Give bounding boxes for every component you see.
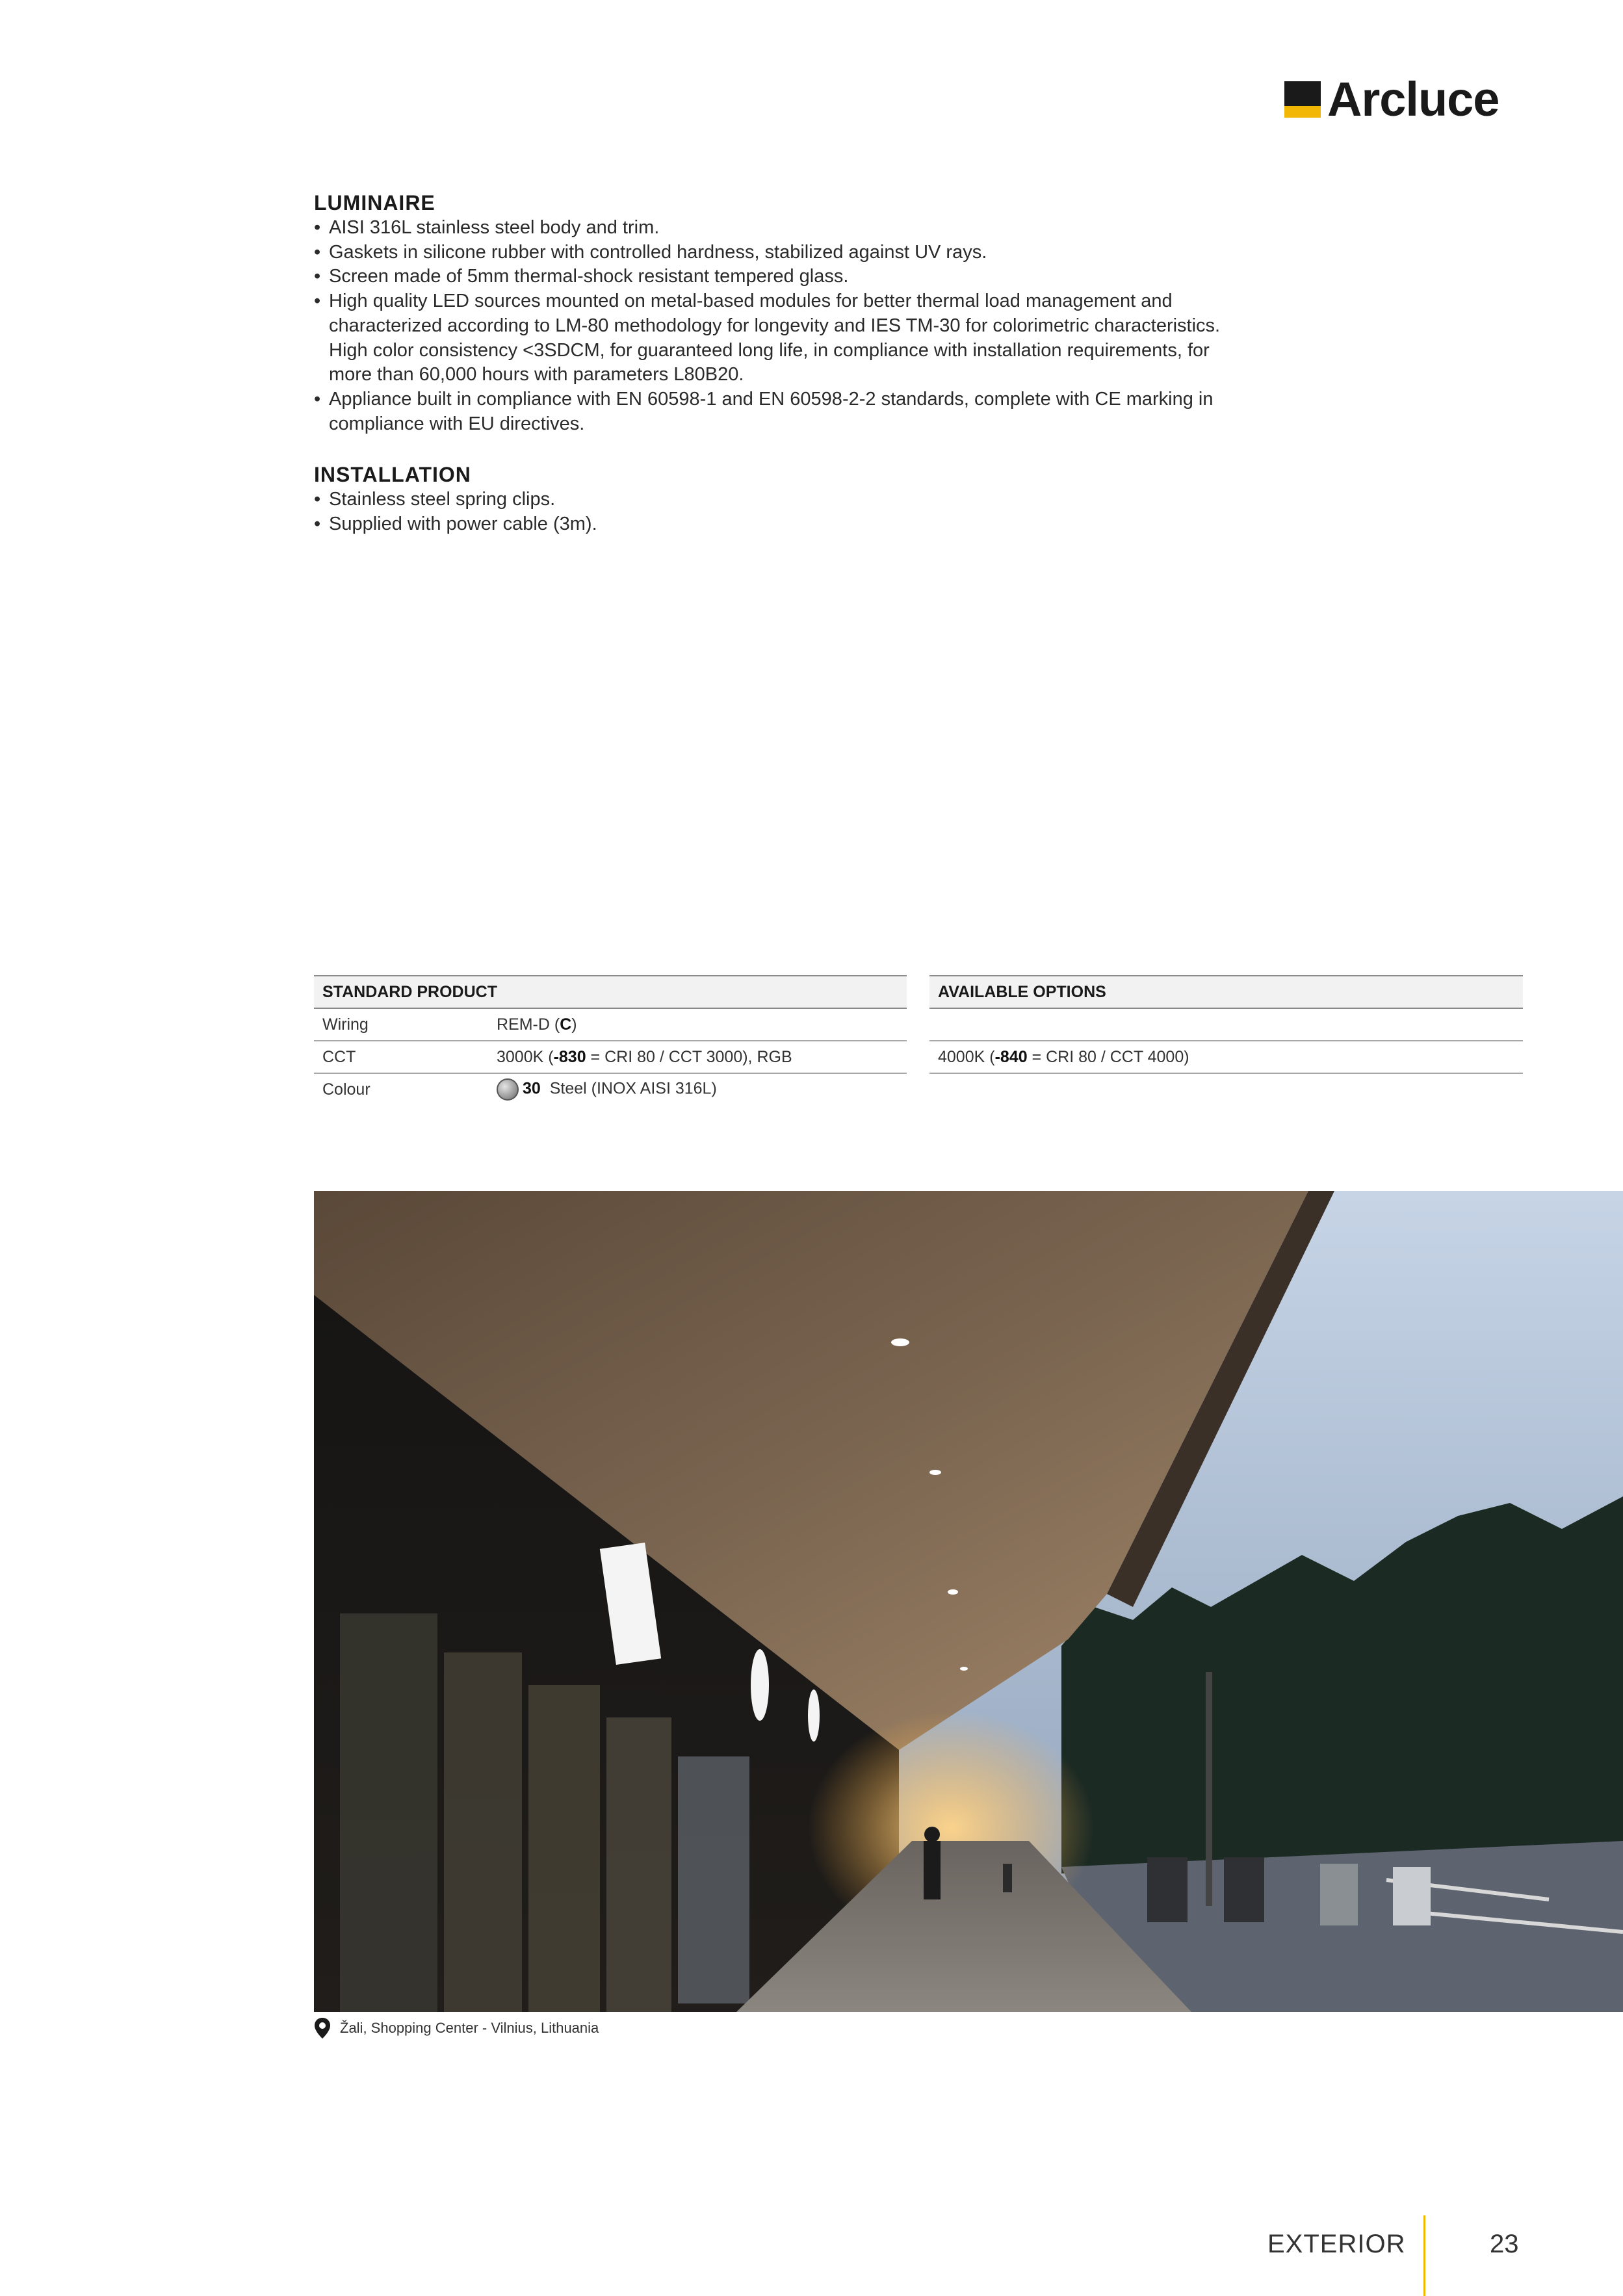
brand-mark-icon [1284, 81, 1321, 118]
table-row [314, 1041, 907, 1073]
available-options-table [929, 975, 1523, 1074]
wiring-label: Wiring [314, 1008, 488, 1041]
photo-caption [314, 2017, 599, 2039]
footer-divider [1423, 2215, 1425, 2296]
standard-product-table [314, 975, 907, 1105]
installation-list [314, 488, 1328, 536]
page-number: 23 [1490, 2230, 1519, 2258]
option-cct-value: 4000K (-840 = CRI 80 / CCT 4000) [929, 1041, 1523, 1073]
luminaire-heading: LUMINAIRE [314, 191, 435, 215]
installation-section [314, 462, 1328, 536]
colour-label: Colour [322, 1080, 370, 1099]
wiring-value: REM-D (C) [488, 1008, 907, 1041]
list-item: • Screen made of 5mm thermal-shock resistant tempered glass. [314, 265, 1328, 289]
list-item: • Appliance built in compliance with EN 60598-1 and EN 60598-2-2 standards, complete with CE marking in compliance with EU directives. [314, 387, 1328, 436]
steel-swatch-icon [497, 1078, 519, 1101]
installation-photo [314, 1191, 1623, 2012]
list-item: • High quality LED sources mounted on metal-based modules for better thermal load management and characterized according to LM-80 methodology for longevity and IES TM-30 for colorimetric characteristics. High color consistency <3SDCM, for guaranteed long life, in compliance with installation requirements, for more than 60,000 hours with parameters L80B20. [314, 289, 1328, 387]
caption-text: Žali, Shopping Center - Vilnius, Lithuania [340, 2020, 599, 2036]
list-item: • AISI 316L stainless steel body and trim. [314, 216, 1328, 241]
list-item: • Stainless steel spring clips. [314, 488, 1328, 512]
brand-name: Arcluce [1327, 72, 1500, 126]
available-options-heading: AVAILABLE OPTIONS [929, 976, 1523, 1008]
table-row [314, 1008, 907, 1041]
table-row [929, 1008, 1523, 1041]
table-header-row [314, 976, 907, 1008]
location-pin-icon [314, 2017, 331, 2039]
installation-heading: INSTALLATION [314, 463, 471, 486]
footer-section-label: EXTERIOR [1267, 2230, 1406, 2258]
table-header-row [929, 976, 1523, 1008]
table-row [314, 1073, 907, 1105]
table-row [929, 1041, 1523, 1073]
cct-value: 3000K (-830 = CRI 80 / CCT 3000), RGB [488, 1041, 907, 1073]
luminaire-section [314, 190, 1328, 436]
list-item: • Supplied with power cable (3m). [314, 512, 1328, 537]
luminaire-list [314, 216, 1328, 436]
cct-label: CCT [314, 1041, 488, 1073]
colour-value: 30 Steel (INOX AISI 316L) [488, 1073, 907, 1105]
standard-product-heading: STANDARD PRODUCT [314, 976, 907, 1008]
list-item: • Gaskets in silicone rubber with controlled hardness, stabilized against UV rays. [314, 241, 1328, 265]
brand-logo [1284, 72, 1500, 126]
